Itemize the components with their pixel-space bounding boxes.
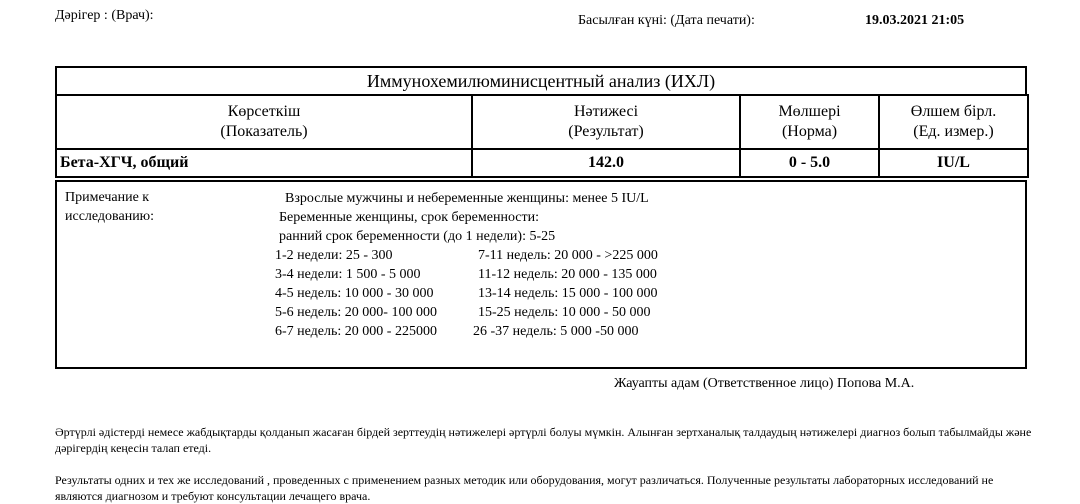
note-label: Примечание к исследованию: (65, 190, 155, 224)
week-range-left: 1-2 недели: 25 - 300 (275, 248, 393, 263)
table-row (56, 149, 1028, 177)
doctor-label: Дәрігер : (Врач): (55, 8, 154, 23)
disclaimer-ru: Результаты одних и тех же исследований , проведенных с применением разных методик или оборудования, могут различаться. Полученные результаты лабораторных исследований не являются диагнозом и требуют консультации лечащего врача. (55, 473, 994, 503)
indicator-name: Бета-ХГЧ, общий (56, 149, 472, 177)
analysis-title: Иммунохемилюминисцентный анализ (ИХЛ) (55, 66, 1027, 96)
column-header-result: Нәтижесі (Результат) (472, 95, 740, 149)
column-header-unit: Өлшем бірл. (Ед. измер.) (879, 95, 1028, 149)
print-date-value: 19.03.2021 21:05 (865, 13, 965, 28)
column-header-indicator: Көрсеткіш (Показатель) (56, 95, 472, 149)
norm-value: 0 - 5.0 (740, 149, 879, 177)
week-range-right: 26 -37 недель: 5 000 -50 000 (473, 324, 639, 339)
note-box (55, 180, 1027, 369)
note-line-adults: Взрослые мужчины и небеременные женщины: менее 5 IU/L (285, 191, 649, 206)
week-range-right: 7-11 недель: 20 000 - >225 000 (478, 248, 658, 263)
week-range-right: 11-12 недель: 20 000 - 135 000 (478, 267, 657, 282)
results-table (55, 94, 1029, 178)
week-range-left: 6-7 недель: 20 000 - 225000 (275, 324, 437, 339)
week-range-right: 13-14 недель: 15 000 - 100 000 (478, 286, 658, 301)
unit-value: IU/L (879, 149, 1028, 177)
print-date-label: Басылған күні: (Дата печати): (578, 13, 755, 28)
disclaimer-kz: Әртүрлі әдістерді немесе жабдықтарды қолданып жасаған бірдей зерттеудің нәтижелері әртүрлі болуы мүмкін. Алынған зертханалық талдаудың нәтижелері диагноз болып табылмайды және дәрігердің кеңесін талап етеді. (55, 425, 1032, 455)
week-range-left: 4-5 недель: 10 000 - 30 000 (275, 286, 434, 301)
table-header-row (56, 95, 1028, 149)
column-header-norm: Мөлшері (Норма) (740, 95, 879, 149)
responsible-person: Жауапты адам (Ответственное лицо) Попова М.А. (614, 376, 915, 391)
result-value: 142.0 (472, 149, 740, 177)
note-line-early: ранний срок беременности (до 1 недели): 5-25 (279, 229, 556, 244)
week-range-left: 3-4 недели: 1 500 - 5 000 (275, 267, 421, 282)
week-range-left: 5-6 недель: 20 000- 100 000 (275, 305, 437, 320)
note-line-pregnant: Беременные женщины, срок беременности: (279, 210, 540, 225)
week-range-right: 15-25 недель: 10 000 - 50 000 (478, 305, 651, 320)
